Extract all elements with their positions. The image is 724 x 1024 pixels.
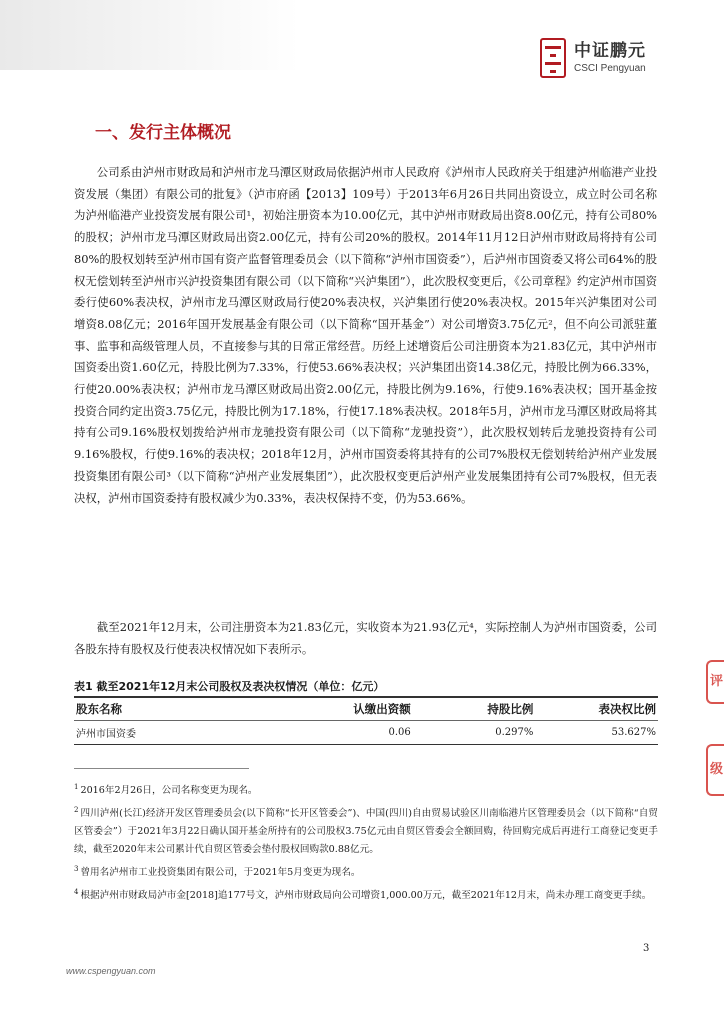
company-logo xyxy=(540,38,646,78)
footnotes xyxy=(74,778,658,906)
cell-voting-ratio: 53.627% xyxy=(535,721,658,745)
equity-table xyxy=(74,696,658,745)
table-caption: 表1 截至2021年12月末公司股权及表决权情况（单位：亿元） xyxy=(74,680,385,693)
footnote-divider xyxy=(74,768,249,769)
header-band xyxy=(0,0,300,70)
side-stamp-1: 评 xyxy=(706,660,724,704)
col-header-voting-ratio: 表决权比例 xyxy=(535,697,658,721)
cell-share-ratio: 0.297% xyxy=(413,721,536,745)
cell-shareholder: 泸州市国资委 xyxy=(74,721,284,745)
logo-icon xyxy=(540,38,566,78)
footnote: $^1$ 2016年2月26日，公司名称变更为现名。 xyxy=(74,783,258,796)
footnote: $^4$ 根据泸州市财政局泸市金[2018]追177号文，泸州市财政局向公司增资1,000.00万元，截至2021年12月末，尚未办理工商变更手续。 xyxy=(74,888,652,901)
col-header-share-ratio: 持股比例 xyxy=(413,697,536,721)
table-header-row xyxy=(74,697,658,721)
website-link[interactable]: www.cspengyuan.com xyxy=(66,966,156,976)
logo-cn: 中证鹏元 xyxy=(574,41,646,61)
page-number: 3 xyxy=(643,943,650,954)
section-title: 一、发行主体概况 xyxy=(95,123,231,143)
body-paragraph-1: 公司系由泸州市财政局和泸州市龙马潭区财政局依据泸州市人民政府《泸州市人民政府关于组建泸州临港产业投资发展（集团）有限公司的批复》（泸市府函【2013】109号）于2013年6月26日共同出资设立，成立时公司名称为泸州临港产业投资发展有限公司¹，初始注册资本为10.00亿元，其中泸州市财政局出资8.00亿元，持有公司80%的股权；泸州市龙马潭区财政局出资2.00亿元，持有公司20%的股权。2014年11月12日泸州市财政局将持有公司80%的股权划转至泸州市国有资产监督管理委员会（以下简称“泸州市国资委”），后泸州市国资委又将公司64%的股权无偿划转至泸州市兴泸投资集团有限公司（以下简称“兴泸集团”），此次股权变更后，《公司章程》约定泸州市国资委行使60%表决权，泸州市龙马潭区财政局行使20%表决权，兴泸集团行使20%表决权。2015年兴泸集团对公司增资8.08亿元；2016年国开发展基金有限公司（以下简称“国开基金”）对公司增资3.75亿元²，但不向公司派驻董事、监事和高级管理人员，不直接参与其的日常正常经营。历经上述增资后公司注册资本为21.83亿元，其中泸州市国资委出资1.60亿元，持股比例为7.33%，行使53.66%表决权；兴泸集团出资14.38亿元，持股比例为66.33%，行使20.00%表决权；泸州市龙马潭区财政局出资2.00亿元，持股比例为9.16%，行使9.16%表决权；国开基金按投资合同约定出资3.75亿元，持股比例为17.18%，行使17.18%表决权。2018年5月，泸州市龙马潭区财政局将其持有公司9.16%股权划拨给泸州市龙驰投资有限公司（以下简称“龙驰投资”），此次股权划转后龙驰投资持有公司9.16%股权，行使9.16%的表决权；2018年12月，泸州市国资委将其持有的公司7%股权无偿划转给泸州产业发展投资集团有限公司³（以下简称“泸州产业发展集团”），此次股权变更后泸州产业发展集团持有公司7%股权，但无表决权，泸州市国资委持有股权减少为0.33%，表决权保持不变，仍为53.66%。 xyxy=(74,165,657,505)
col-header-capital: 认缴出资额 xyxy=(284,697,412,721)
body-paragraph-2: 截至2021年12月末，公司注册资本为21.83亿元，实收资本为21.93亿元⁴，实际控制人为泸州市国资委，公司各股东持有股权及行使表决权情况如下表所示。 xyxy=(74,620,657,656)
logo-en: CSCI Pengyuan xyxy=(574,63,646,74)
footnote: $^2$ 四川泸州(长江)经济开发区管理委员会(以下简称“长开区管委会”)、中国(四川)自由贸易试验区川南临港片区管理委员会（以下简称“自贸区管委会”）于2021年3月22日确认国开基金所持有的公司股权3.75亿元由自贸区管委会全额回购，待回购完成后再进行工商登记变更手续，截至2020年末公司累计代自贸区管委会垫付股权回购款0.88亿元。 xyxy=(74,806,658,855)
cell-capital: 0.06 xyxy=(284,721,412,745)
col-header-shareholder: 股东名称 xyxy=(74,697,284,721)
logo-text xyxy=(574,41,646,75)
footnote: $^3$ 曾用名泸州市工业投资集团有限公司，于2021年5月变更为现名。 xyxy=(74,865,361,878)
table-row xyxy=(74,721,658,745)
side-stamp-2: 级 xyxy=(706,744,724,796)
